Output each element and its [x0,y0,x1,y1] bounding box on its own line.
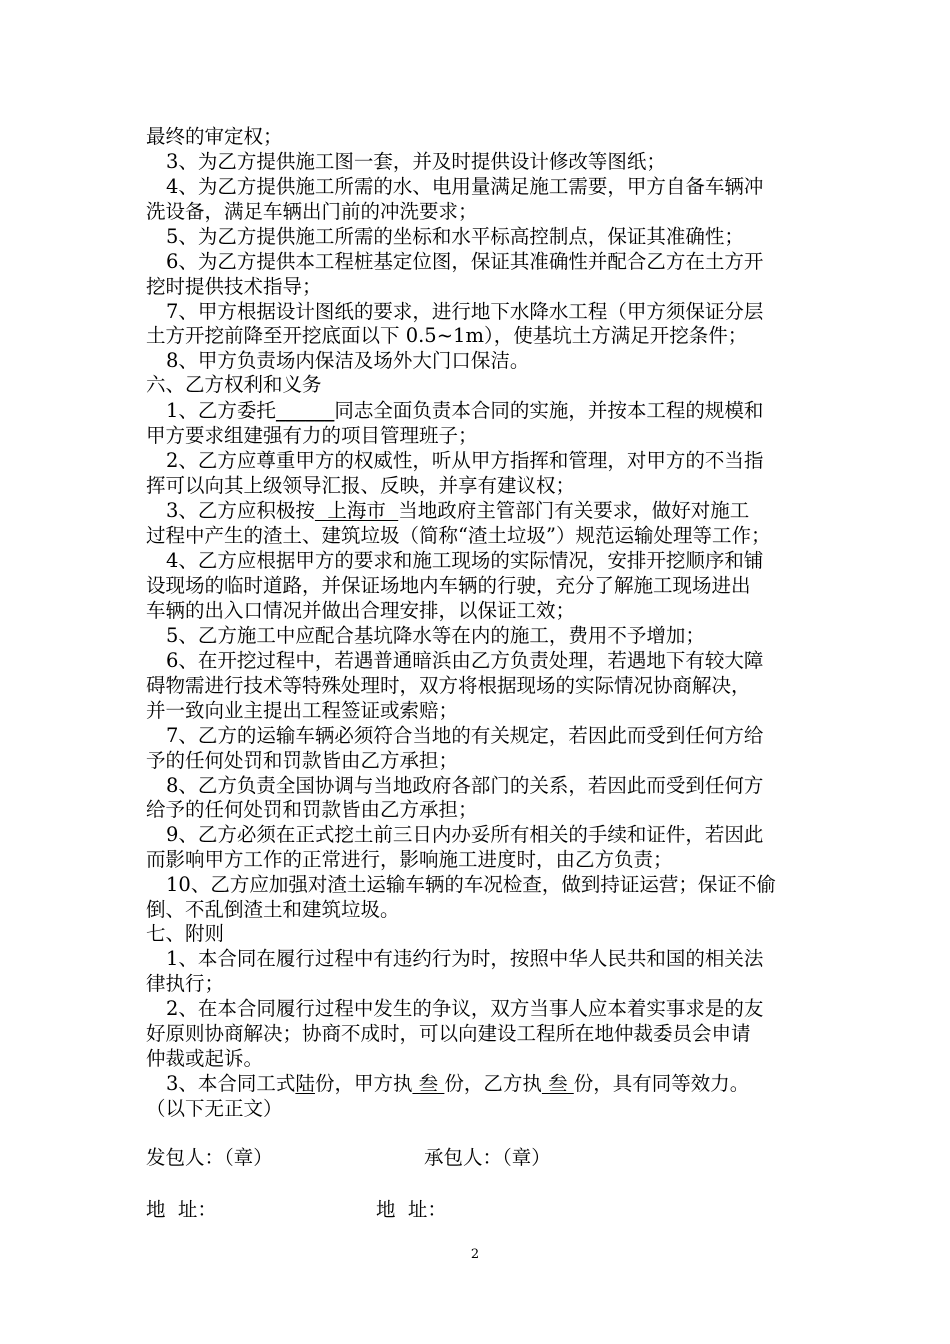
text-line: 过程中产生的渣土、建筑垃圾（简称“渣土垃圾”）规范运输处理等工作； [146,524,771,547]
text-line: 予的任何处罚和罚款皆由乙方承担； [146,749,459,772]
text-line: 6、在开挖过程中，若遇普通暗浜由乙方负责处理，若遇地下有较大障 [166,649,764,672]
text-line: 最终的审定权； [146,125,283,148]
text-line: 7、乙方的运输车辆必须符合当地的有关规定，若因此而受到任何方给 [166,724,764,747]
text-line: 甲方要求组建强有力的项目管理班子； [146,424,478,447]
text-line: 2、在本合同履行过程中发生的争议，双方当事人应本着实事求是的友 [166,997,764,1020]
text-line: 5、乙方施工中应配合基坑降水等在内的施工，费用不予增加； [166,624,705,647]
text-line: 车辆的出入口情况并做出合理安排，以保证工效； [146,599,576,622]
text-line: 设现场的临时道路，并保证场地内车辆的行驶，充分了解施工现场进出 [146,574,751,597]
blank-field: ______ [275,399,335,422]
text-line: （以下无正文） [146,1097,283,1120]
text-line: 碍物需进行技术等特殊处理时，双方将根据现场的实际情况协商解决， [146,674,751,697]
text-line: 1、乙方委托______同志全面负责本合同的实施，并按本工程的规模和 [166,399,764,422]
text-line: 6、为乙方提供本工程桩基定位图，保证其准确性并配合乙方在土方开 [166,250,764,273]
text-line: 3、本合同工式陆份，甲方执 叁 份，乙方执 叁 份，具有同等效力。 [166,1072,750,1095]
text-line: 给予的任何处罚和罚款皆由乙方承担； [146,798,478,821]
issuer-address-label: 地 址： [146,1198,217,1221]
text-line: 4、为乙方提供施工所需的水、电用量满足施工需要，甲方自备车辆冲 [166,175,764,198]
contractor-address-label: 地 址： [376,1198,447,1221]
text-line: 土方开挖前降至开挖底面以下 0.5~1m），使基坑土方满足开挖条件； [146,324,748,347]
text-line: 仲裁或起诉。 [146,1047,264,1070]
text-line: 挖时提供技术指导； [146,275,322,298]
text-line: 7、甲方根据设计图纸的要求，进行地下水降水工程（甲方须保证分层 [166,300,764,323]
text-line: 5、为乙方提供施工所需的坐标和水平标高控制点，保证其准确性； [166,225,744,248]
issuer-seal-label: 发包人：（章） [146,1146,273,1169]
text-line: 3、为乙方提供施工图一套，并及时提供设计修改等图纸； [166,150,666,173]
text-line: 并一致向业主提出工程签证或索赔； [146,699,459,722]
text-line: 倒、不乱倒渣土和建筑垃圾。 [146,898,400,921]
text-line: 好原则协商解决；协商不成时，可以向建设工程所在地仲裁委员会申请 [146,1022,751,1045]
city-field: 上海市 [314,499,399,522]
text-line: 4、乙方应根据甲方的要求和施工现场的实际情况，安排开挖顺序和铺 [166,549,764,572]
text-line: 而影响甲方工作的正常进行，影响施工进度时，由乙方负责； [146,848,673,871]
text-line: 8、甲方负责场内保洁及场外大门口保洁。 [166,349,530,372]
text-line: 8、乙方负责全国协调与当地政府各部门的关系，若因此而受到任何方 [166,774,764,797]
text-line: 3、乙方应积极按 上海市 当地政府主管部门有关要求，做好对施工 [166,499,750,522]
page-number: 2 [470,1247,480,1262]
copies-total-field: 陆 [295,1072,315,1095]
text-line: 2、乙方应尊重甲方的权威性，听从甲方指挥和管理，对甲方的不当指 [166,449,764,472]
contractor-seal-label: 承包人：（章） [424,1146,551,1169]
text-line: 律执行； [146,972,225,995]
text-line: 1、本合同在履行过程中有违约行为时，按照中华人民共和国的相关法 [166,947,764,970]
copies-party-b-field: 叁 [541,1072,574,1095]
section-heading: 七、附则 [146,922,225,945]
text-line: 10、乙方应加强对渣土运输车辆的车况检查，做到持证运营；保证不偷 [166,873,776,896]
text-line: 洗设备，满足车辆出门前的冲洗要求； [146,200,478,223]
text-line: 挥可以向其上级领导汇报、反映，并享有建议权； [146,474,576,497]
text-line: 9、乙方必须在正式挖土前三日内办妥所有相关的手续和证件，若因此 [166,823,764,846]
copies-party-a-field: 叁 [412,1072,445,1095]
section-heading: 六、乙方权利和义务 [146,373,322,396]
